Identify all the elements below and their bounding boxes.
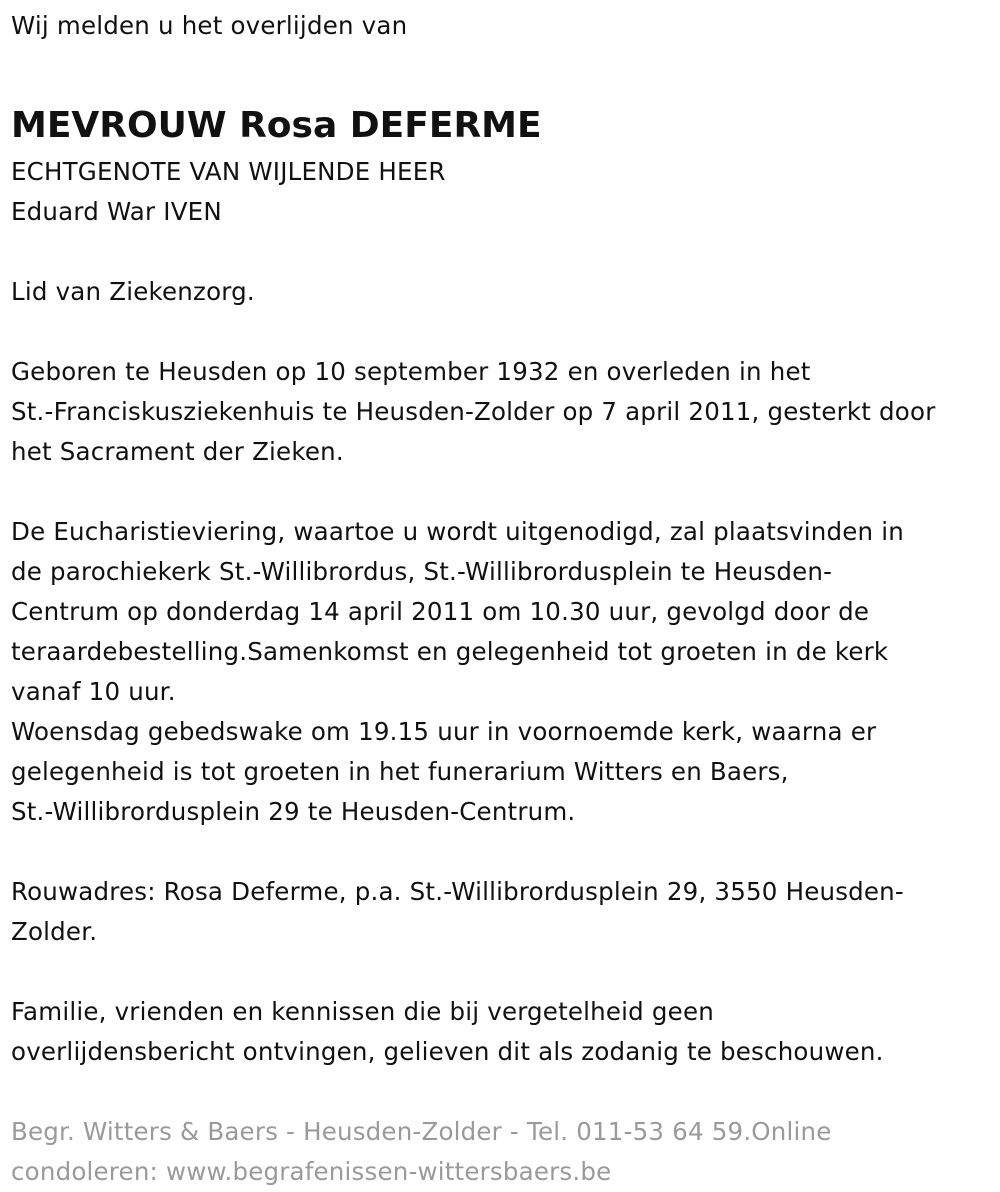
address-paragraph xyxy=(11,872,986,952)
wake-line: Woensdag gebedswake om 19.15 uur in voornoemde kerk, waarna er xyxy=(11,717,877,746)
footer-line: condoleren: www.begrafenissen-wittersbaers.be xyxy=(11,1157,612,1186)
ceremony-line: Centrum op donderdag 14 april 2011 om 10.30 uur, gevolgd door de xyxy=(11,597,870,626)
footer-line: Begr. Witters & Baers - Heusden-Zolder - Tel. 011-53 64 59.Online xyxy=(11,1117,832,1146)
notice-line: Familie, vrienden en kennissen die bij vergetelheid geen xyxy=(11,997,714,1026)
birth-death-line: Geboren te Heusden op 10 september 1932 en overleden in het xyxy=(11,357,811,386)
funeral-home-footer xyxy=(11,1112,986,1192)
wake-line: gelegenheid is tot groeten in het funerarium Witters en Baers, xyxy=(11,757,789,786)
birth-death-paragraph xyxy=(11,352,986,472)
notice-paragraph xyxy=(11,992,986,1072)
deceased-name: MEVROUW Rosa DEFERME xyxy=(11,105,542,146)
ceremony-line: teraardebestelling.Samenkomst en gelegenheid tot groeten in de kerk xyxy=(11,637,889,666)
ceremony-line: De Eucharistieviering, waartoe u wordt uitgenodigd, zal plaatsvinden in xyxy=(11,517,904,546)
intro-text: Wij melden u het overlijden van xyxy=(11,11,408,40)
address-line: Zolder. xyxy=(11,917,98,946)
ceremony-line: de parochiekerk St.-Willibrordus, St.-Willibrordusplein te Heusden- xyxy=(11,557,833,586)
ceremony-paragraph xyxy=(11,512,986,712)
notice-line: overlijdensbericht ontvingen, gelieven dit als zodanig te beschouwen. xyxy=(11,1037,884,1066)
address-line: Rouwadres: Rosa Deferme, p.a. St.-Willibrordusplein 29, 3550 Heusden- xyxy=(11,877,904,906)
spouse-line-2: Eduard War IVEN xyxy=(11,197,222,226)
ceremony-line: vanaf 10 uur. xyxy=(11,677,176,706)
wake-paragraph xyxy=(11,712,986,832)
birth-death-line: het Sacrament der Zieken. xyxy=(11,437,344,466)
membership-text: Lid van Ziekenzorg. xyxy=(11,277,255,306)
spouse-line-1: ECHTGENOTE VAN WIJLENDE HEER xyxy=(11,157,446,186)
birth-death-line: St.-Franciskusziekenhuis te Heusden-Zolder op 7 april 2011, gesterkt door xyxy=(11,397,936,426)
wake-line: St.-Willibrordusplein 29 te Heusden-Centrum. xyxy=(11,797,576,826)
obituary-notice xyxy=(11,6,986,1192)
